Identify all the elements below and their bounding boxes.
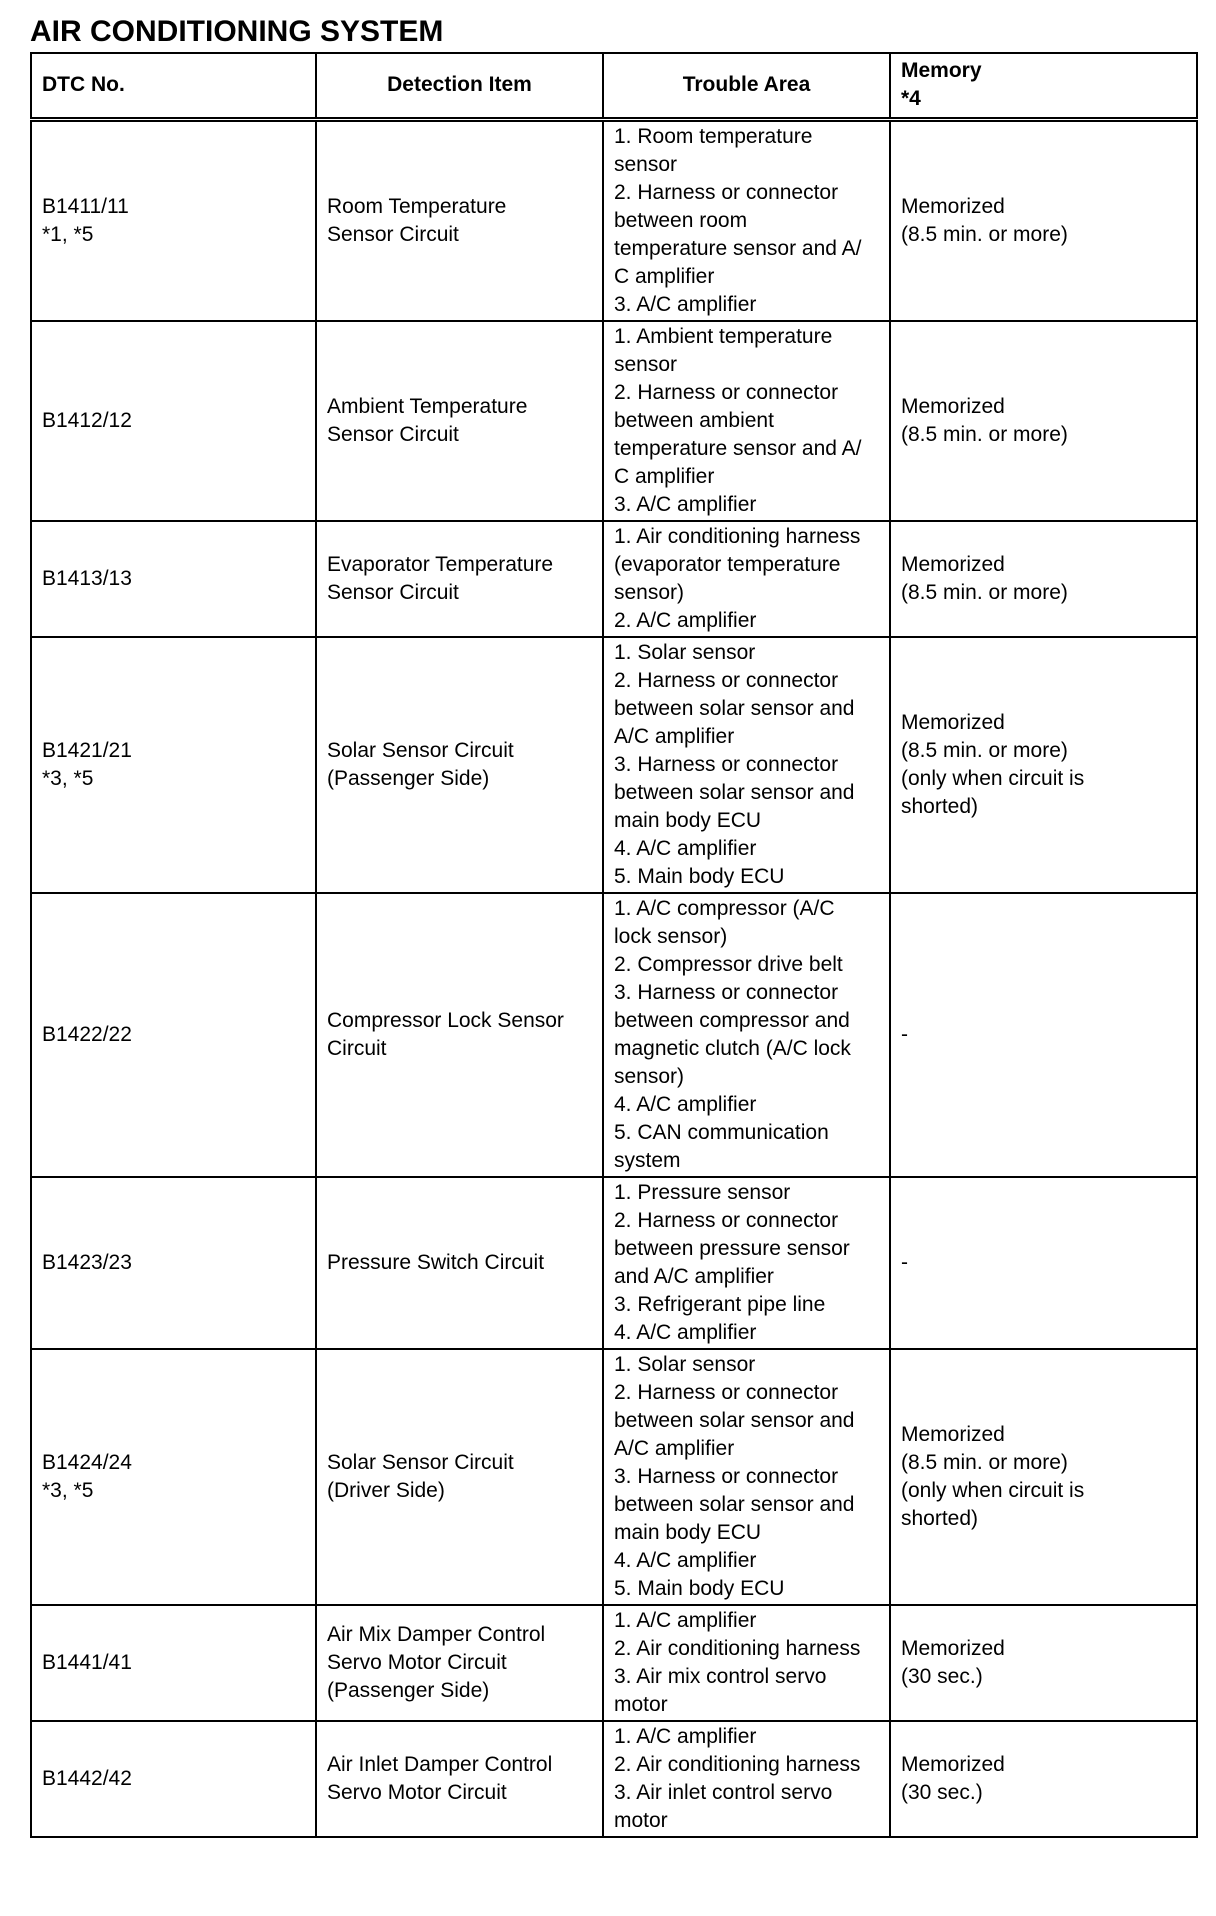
cell-trouble-area-line: 2. Air conditioning harness xyxy=(614,1636,861,1660)
cell-trouble-area-line: 1. Room temperature xyxy=(614,124,813,148)
cell-trouble-area-line: 3. A/C amplifier xyxy=(614,292,757,316)
cell-trouble-area-line: 1. A/C amplifier xyxy=(614,1608,757,1632)
cell-detection-item-line: (Passenger Side) xyxy=(327,1678,490,1702)
cell-trouble-area-line: 3. Harness or connector xyxy=(614,980,839,1004)
cell-dtc-no-line: B1422/22 xyxy=(42,1022,132,1046)
table-row xyxy=(31,637,1197,893)
dtc-table xyxy=(30,52,1198,1838)
cell-trouble-area-line: 2. Air conditioning harness xyxy=(614,1752,861,1776)
cell-memory xyxy=(890,521,1197,637)
cell-trouble-area-line: motor xyxy=(614,1808,668,1832)
cell-trouble-area-line: sensor xyxy=(614,352,678,376)
cell-dtc-no xyxy=(31,1605,316,1721)
cell-dtc-no-line: B1424/24 xyxy=(42,1450,132,1474)
cell-detection-item-line: Ambient Temperature xyxy=(327,394,528,418)
cell-trouble-area-line: between solar sensor and xyxy=(614,696,855,720)
cell-memory-line: Memorized xyxy=(901,1752,1005,1776)
header-memory-note: *4 xyxy=(901,87,921,111)
cell-memory xyxy=(890,893,1197,1177)
cell-detection-item-line: Sensor Circuit xyxy=(327,580,459,604)
cell-detection-item xyxy=(316,1177,603,1349)
cell-trouble-area xyxy=(603,521,890,637)
cell-trouble-area-line: C amplifier xyxy=(614,264,715,288)
cell-detection-item-line: Evaporator Temperature xyxy=(327,552,554,576)
cell-dtc-no xyxy=(31,119,316,321)
cell-trouble-area-line: 5. CAN communication xyxy=(614,1120,829,1144)
cell-detection-item xyxy=(316,1349,603,1605)
cell-memory-line: (8.5 min. or more) xyxy=(901,1450,1068,1474)
cell-trouble-area-line: main body ECU xyxy=(614,1520,762,1544)
cell-trouble-area-line: A/C amplifier xyxy=(614,1436,735,1460)
cell-memory-line: Memorized xyxy=(901,1422,1005,1446)
header-memory xyxy=(890,53,1197,119)
cell-detection-item-line: (Driver Side) xyxy=(327,1478,445,1502)
cell-trouble-area-line: 2. Harness or connector xyxy=(614,180,839,204)
header-dtc-no: DTC No. xyxy=(31,53,316,119)
cell-trouble-area-line: sensor) xyxy=(614,580,685,604)
cell-trouble-area xyxy=(603,119,890,321)
cell-dtc-no xyxy=(31,1721,316,1837)
cell-detection-item xyxy=(316,1721,603,1837)
table-row xyxy=(31,893,1197,1177)
cell-trouble-area xyxy=(603,1721,890,1837)
cell-trouble-area-line: 2. Harness or connector xyxy=(614,1380,839,1404)
cell-dtc-no xyxy=(31,637,316,893)
cell-memory xyxy=(890,637,1197,893)
cell-dtc-no-line: B1411/11 xyxy=(42,194,129,218)
cell-trouble-area-line: 1. A/C amplifier xyxy=(614,1724,757,1748)
cell-memory xyxy=(890,1605,1197,1721)
cell-memory-line: - xyxy=(901,1022,908,1046)
table-row xyxy=(31,1721,1197,1837)
cell-dtc-no xyxy=(31,321,316,521)
table-header-row xyxy=(31,53,1197,119)
cell-trouble-area-line: and A/C amplifier xyxy=(614,1264,774,1288)
cell-detection-item-line: Sensor Circuit xyxy=(327,222,459,246)
cell-trouble-area-line: 1. Pressure sensor xyxy=(614,1180,791,1204)
cell-trouble-area-line: 1. Solar sensor xyxy=(614,1352,756,1376)
cell-memory-line: (8.5 min. or more) xyxy=(901,422,1068,446)
cell-memory-line: shorted) xyxy=(901,1506,979,1530)
cell-detection-item-line: Circuit xyxy=(327,1036,387,1060)
cell-dtc-no xyxy=(31,1177,316,1349)
table-body xyxy=(31,119,1197,1837)
cell-trouble-area-line: between solar sensor and xyxy=(614,780,855,804)
cell-trouble-area-line: temperature sensor and A/ xyxy=(614,236,862,260)
cell-trouble-area xyxy=(603,1349,890,1605)
cell-trouble-area-line: sensor) xyxy=(614,1064,685,1088)
cell-trouble-area-line: sensor xyxy=(614,152,678,176)
cell-trouble-area-line: 2. Harness or connector xyxy=(614,668,839,692)
cell-detection-item-line: Compressor Lock Sensor xyxy=(327,1008,564,1032)
cell-detection-item xyxy=(316,119,603,321)
header-detection-item: Detection Item xyxy=(316,53,603,119)
cell-trouble-area-line: main body ECU xyxy=(614,808,762,832)
cell-detection-item-line: Servo Motor Circuit xyxy=(327,1780,507,1804)
cell-memory xyxy=(890,1177,1197,1349)
cell-detection-item xyxy=(316,893,603,1177)
cell-trouble-area-line: (evaporator temperature xyxy=(614,552,841,576)
cell-detection-item-line: Room Temperature xyxy=(327,194,507,218)
cell-dtc-no-line: *3, *5 xyxy=(42,1478,94,1502)
cell-trouble-area-line: A/C amplifier xyxy=(614,724,735,748)
cell-dtc-no-line: B1423/23 xyxy=(42,1250,132,1274)
table-row xyxy=(31,1349,1197,1605)
cell-detection-item xyxy=(316,1605,603,1721)
table-row xyxy=(31,1605,1197,1721)
cell-detection-item xyxy=(316,321,603,521)
cell-detection-item-line: Pressure Switch Circuit xyxy=(327,1250,545,1274)
table-row xyxy=(31,119,1197,321)
cell-trouble-area-line: 4. A/C amplifier xyxy=(614,1548,757,1572)
cell-dtc-no-line: B1441/41 xyxy=(42,1650,132,1674)
cell-trouble-area-line: 2. A/C amplifier xyxy=(614,608,757,632)
cell-memory xyxy=(890,1721,1197,1837)
cell-trouble-area-line: between ambient xyxy=(614,408,774,432)
cell-trouble-area-line: between compressor and xyxy=(614,1008,850,1032)
header-trouble-area: Trouble Area xyxy=(603,53,890,119)
cell-trouble-area-line: between solar sensor and xyxy=(614,1492,855,1516)
header-memory-label: Memory xyxy=(901,59,982,83)
cell-memory-line: Memorized xyxy=(901,710,1005,734)
cell-trouble-area-line: 5. Main body ECU xyxy=(614,1576,785,1600)
cell-detection-item-line: Air Inlet Damper Control xyxy=(327,1752,553,1776)
cell-memory-line: (only when circuit is xyxy=(901,766,1085,790)
cell-memory xyxy=(890,1349,1197,1605)
cell-memory-line: (30 sec.) xyxy=(901,1664,983,1688)
cell-trouble-area-line: between room xyxy=(614,208,748,232)
cell-trouble-area-line: 3. Refrigerant pipe line xyxy=(614,1292,826,1316)
cell-trouble-area xyxy=(603,1605,890,1721)
cell-memory-line: (8.5 min. or more) xyxy=(901,222,1068,246)
cell-trouble-area-line: 2. Compressor drive belt xyxy=(614,952,843,976)
cell-memory-line: Memorized xyxy=(901,194,1005,218)
cell-dtc-no-line: *1, *5 xyxy=(42,222,94,246)
table-row xyxy=(31,1177,1197,1349)
cell-trouble-area-line: motor xyxy=(614,1692,668,1716)
cell-dtc-no-line: *3, *5 xyxy=(42,766,94,790)
cell-memory xyxy=(890,119,1197,321)
cell-memory-line: (8.5 min. or more) xyxy=(901,738,1068,762)
cell-trouble-area-line: magnetic clutch (A/C lock xyxy=(614,1036,851,1060)
cell-detection-item-line: Solar Sensor Circuit xyxy=(327,1450,514,1474)
cell-trouble-area-line: between pressure sensor xyxy=(614,1236,850,1260)
cell-trouble-area-line: 3. Harness or connector xyxy=(614,1464,839,1488)
page-title: AIR CONDITIONING SYSTEM xyxy=(30,15,444,48)
cell-memory-line: - xyxy=(901,1250,908,1274)
cell-dtc-no xyxy=(31,1349,316,1605)
cell-trouble-area-line: C amplifier xyxy=(614,464,715,488)
cell-memory-line: Memorized xyxy=(901,394,1005,418)
cell-memory-line: (30 sec.) xyxy=(901,1780,983,1804)
cell-trouble-area xyxy=(603,637,890,893)
cell-trouble-area-line: 1. Ambient temperature xyxy=(614,324,833,348)
cell-detection-item-line: (Passenger Side) xyxy=(327,766,490,790)
table-row xyxy=(31,521,1197,637)
cell-trouble-area-line: 4. A/C amplifier xyxy=(614,836,757,860)
cell-detection-item xyxy=(316,521,603,637)
cell-trouble-area-line: 1. Air conditioning harness xyxy=(614,524,861,548)
cell-memory-line: Memorized xyxy=(901,552,1005,576)
cell-memory-line: (only when circuit is xyxy=(901,1478,1085,1502)
cell-detection-item-line: Servo Motor Circuit xyxy=(327,1650,507,1674)
cell-trouble-area xyxy=(603,321,890,521)
cell-trouble-area-line: between solar sensor and xyxy=(614,1408,855,1432)
cell-detection-item-line: Solar Sensor Circuit xyxy=(327,738,514,762)
cell-memory-line: shorted) xyxy=(901,794,979,818)
cell-trouble-area-line: 1. Solar sensor xyxy=(614,640,756,664)
cell-dtc-no-line: B1421/21 xyxy=(42,738,132,762)
cell-dtc-no-line: B1413/13 xyxy=(42,566,132,590)
cell-dtc-no-line: B1412/12 xyxy=(42,408,132,432)
cell-trouble-area-line: 2. Harness or connector xyxy=(614,380,839,404)
cell-memory-line: (8.5 min. or more) xyxy=(901,580,1068,604)
cell-detection-item-line: Air Mix Damper Control xyxy=(327,1622,546,1646)
table-row xyxy=(31,321,1197,521)
cell-trouble-area-line: 5. Main body ECU xyxy=(614,864,785,888)
cell-trouble-area-line: 3. A/C amplifier xyxy=(614,492,757,516)
cell-trouble-area-line: 4. A/C amplifier xyxy=(614,1092,757,1116)
cell-trouble-area-line: temperature sensor and A/ xyxy=(614,436,862,460)
cell-trouble-area-line: 3. Harness or connector xyxy=(614,752,839,776)
cell-dtc-no-line: B1442/42 xyxy=(42,1766,132,1790)
cell-detection-item-line: Sensor Circuit xyxy=(327,422,459,446)
cell-trouble-area-line: 4. A/C amplifier xyxy=(614,1320,757,1344)
cell-trouble-area-line: 2. Harness or connector xyxy=(614,1208,839,1232)
cell-memory xyxy=(890,321,1197,521)
cell-trouble-area-line: 3. Air mix control servo xyxy=(614,1664,827,1688)
cell-trouble-area-line: lock sensor) xyxy=(614,924,728,948)
cell-trouble-area-line: 3. Air inlet control servo xyxy=(614,1780,833,1804)
cell-dtc-no xyxy=(31,893,316,1177)
cell-trouble-area xyxy=(603,893,890,1177)
cell-dtc-no xyxy=(31,521,316,637)
cell-trouble-area xyxy=(603,1177,890,1349)
cell-trouble-area-line: 1. A/C compressor (A/C xyxy=(614,896,835,920)
cell-trouble-area-line: system xyxy=(614,1148,681,1172)
cell-detection-item xyxy=(316,637,603,893)
cell-memory-line: Memorized xyxy=(901,1636,1005,1660)
